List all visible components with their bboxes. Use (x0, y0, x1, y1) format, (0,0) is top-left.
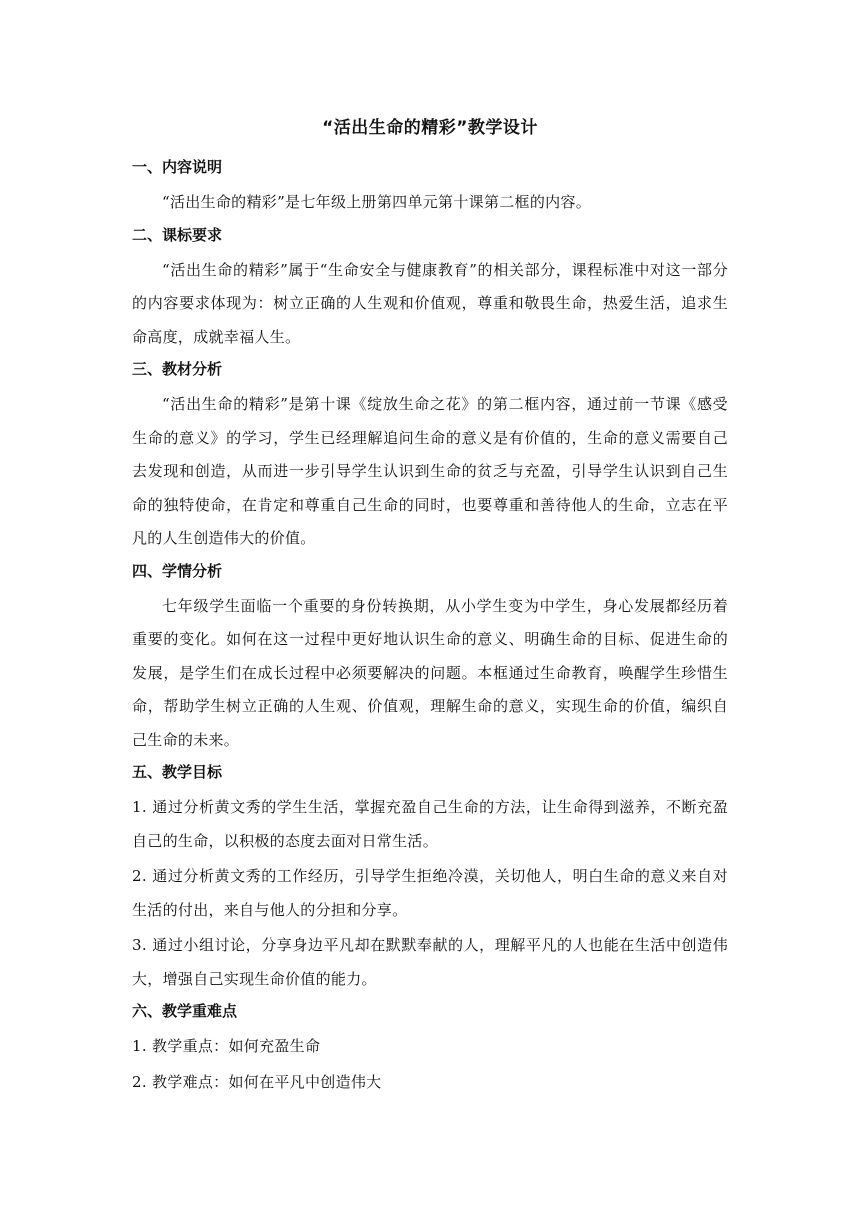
document-title: “活出生命的精彩”教学设计 (322, 118, 538, 138)
section-content-description (132, 154, 728, 220)
section-key-difficult-points (132, 998, 728, 1099)
section-heading: 三、教材分析 (132, 360, 223, 378)
section-heading: 六、教学重难点 (132, 1002, 238, 1020)
section-student-analysis (132, 558, 728, 758)
list-item: 1. 教学重点：如何充盈生命 (132, 1037, 321, 1055)
list-item: 1. 通过分析黄文秀的学生生活，掌握充盈自己生命的方法，让生命得到滋养，不断充盈自己的生命，以积极的态度去面对日常生活。 (132, 798, 728, 850)
list-item: 3. 通过小组讨论，分享身边平凡却在默默奉献的人，理解平凡的人也能在生活中创造伟大，增强自己实现生命价值的能力。 (132, 936, 728, 988)
section-teaching-objectives (132, 759, 728, 996)
paragraph: 七年级学生面临一个重要的身份转换期，从小学生变为中学生，身心发展都经历着重要的变化。如何在这一过程中更好地认识生命的意义、明确生命的目标、促进生命的发展，是学生们在成长过程中必须要解决的问题。本框通过生命教育，唤醒学生珍惜生命，帮助学生树立正确的人生观、价值观，理解生命的意义，实现生命的价值，编织自己生命的未来。 (132, 596, 728, 749)
paragraph: “活出生命的精彩”属于“生命安全与健康教育”的相关部分，课程标准中对这一部分的内容要求体现为：树立正确的人生观和价值观，尊重和敬畏生命，热爱生活，追求生命高度，成就幸福人生。 (132, 260, 728, 346)
list-item: 2. 通过分析黄文秀的工作经历，引导学生拒绝冷漠，关切他人，明白生命的意义来自对生活的付出，来自与他人的分担和分享。 (132, 867, 728, 919)
list-item: 2. 教学难点：如何在平凡中创造伟大 (132, 1072, 382, 1091)
section-heading: 一、内容说明 (132, 158, 223, 176)
section-heading: 四、学情分析 (132, 561, 223, 580)
document-page (132, 114, 728, 1101)
section-heading: 五、教学目标 (132, 763, 223, 781)
paragraph: “活出生命的精彩”是七年级上册第四单元第十课第二框的内容。 (162, 193, 592, 211)
section-heading: 二、课标要求 (132, 225, 223, 244)
paragraph: “活出生命的精彩”是第十课《绽放生命之花》的第二框内容，通过前一节课《感受生命的意义》的学习，学生已经理解追问生命的意义是有价值的，生命的意义需要自己去发现和创造，从而进一步引导学生认识到生命的贫乏与充盈，引导学生认识到自己生命的独特使命，在肯定和尊重自己生命的同时，也要尊重和善待他人的生命，立志在平凡的人生创造伟大的价值。 (132, 395, 728, 547)
section-curriculum-requirements (132, 222, 728, 355)
section-textbook-analysis (132, 356, 728, 556)
